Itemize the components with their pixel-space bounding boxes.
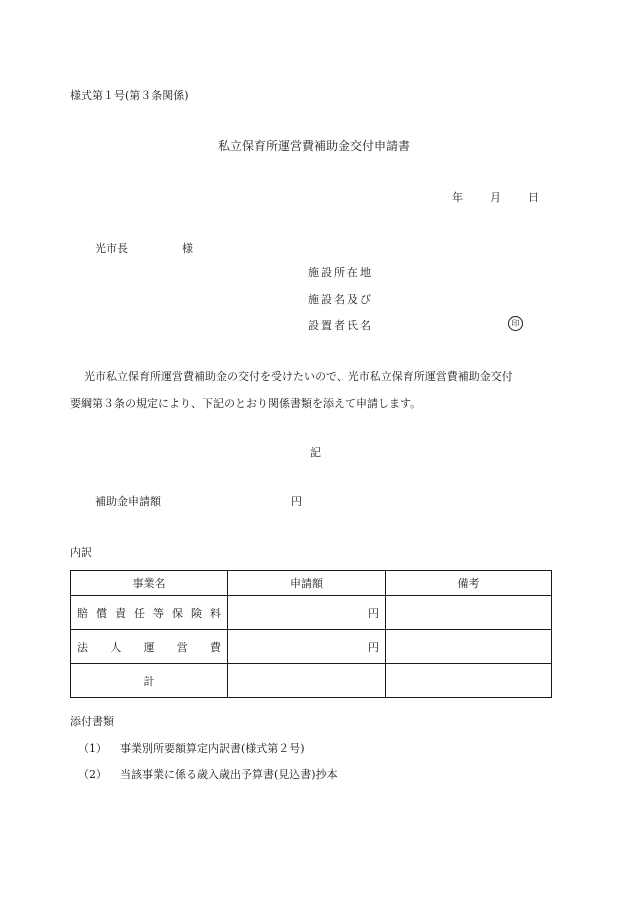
total-label-cell: 計 — [71, 664, 228, 698]
document-title: 私立保育所運営費補助金交付申請書 — [218, 139, 411, 153]
item-char: 任 — [134, 606, 145, 620]
request-amount-label: 補助金申請額 — [95, 495, 161, 508]
item-char: 等 — [153, 606, 164, 620]
request-amount-unit: 円 — [291, 495, 302, 508]
table-row — [71, 596, 552, 630]
attachment-text: 事業別所要額算定内訳書(様式第２号) — [120, 742, 305, 755]
ki-heading: 記 — [310, 446, 321, 459]
founder-name-label: 設置者氏名 — [308, 319, 373, 332]
date-day: 日 — [528, 191, 539, 204]
date-year: 年 — [452, 191, 463, 204]
item-char: 料 — [210, 606, 221, 620]
item-char: 険 — [191, 606, 202, 620]
item-char: 人 — [110, 640, 122, 654]
breakdown-label: 内訳 — [70, 546, 92, 559]
item-char: 営 — [176, 640, 188, 654]
header-remarks: 備考 — [386, 571, 552, 596]
item-char: 償 — [96, 606, 107, 620]
amount-cell: 円 — [228, 596, 386, 630]
date-month: 月 — [490, 191, 501, 204]
table-header-row — [71, 571, 552, 596]
item-char: 保 — [172, 606, 183, 620]
addressee-name: 光市長 — [95, 242, 128, 255]
facility-name-label: 施設名及び — [308, 293, 373, 306]
seal-mark: 印 — [508, 316, 523, 331]
attachments-label: 添付書類 — [70, 715, 114, 728]
total-remarks-cell — [386, 664, 552, 698]
attachment-text: 当該事業に係る歳入歳出予算書(見込書)抄本 — [120, 768, 338, 781]
table-total-row — [71, 664, 552, 698]
item-char: 法 — [77, 640, 88, 654]
item-name-cell — [71, 596, 228, 630]
body-line-2: 要綱第３条の規定により、下記のとおり関係書類を添えて申請します。 — [70, 397, 422, 410]
header-item-name: 事業名 — [71, 571, 228, 596]
form-number: 様式第１号(第３条関係) — [70, 89, 189, 102]
addressee-honorific: 様 — [182, 242, 193, 255]
body-line-1: 光市私立保育所運営費補助金の交付を受けたいので、光市私立保育所運営費補助金交付 — [84, 370, 513, 383]
item-char: 責 — [115, 606, 126, 620]
total-amount-cell — [228, 664, 386, 698]
item-char: 費 — [210, 640, 221, 654]
item-char: 運 — [143, 640, 155, 654]
item-char: 賠 — [77, 606, 88, 620]
remarks-cell — [386, 596, 552, 630]
table-row — [71, 630, 552, 664]
attachment-number: （1） — [78, 742, 107, 755]
breakdown-table — [70, 570, 552, 698]
address-label: 施設所在地 — [308, 266, 373, 279]
amount-cell: 円 — [228, 630, 386, 664]
remarks-cell — [386, 630, 552, 664]
attachment-number: （2） — [78, 768, 107, 781]
item-name-cell — [71, 630, 228, 664]
header-amount: 申請額 — [228, 571, 386, 596]
